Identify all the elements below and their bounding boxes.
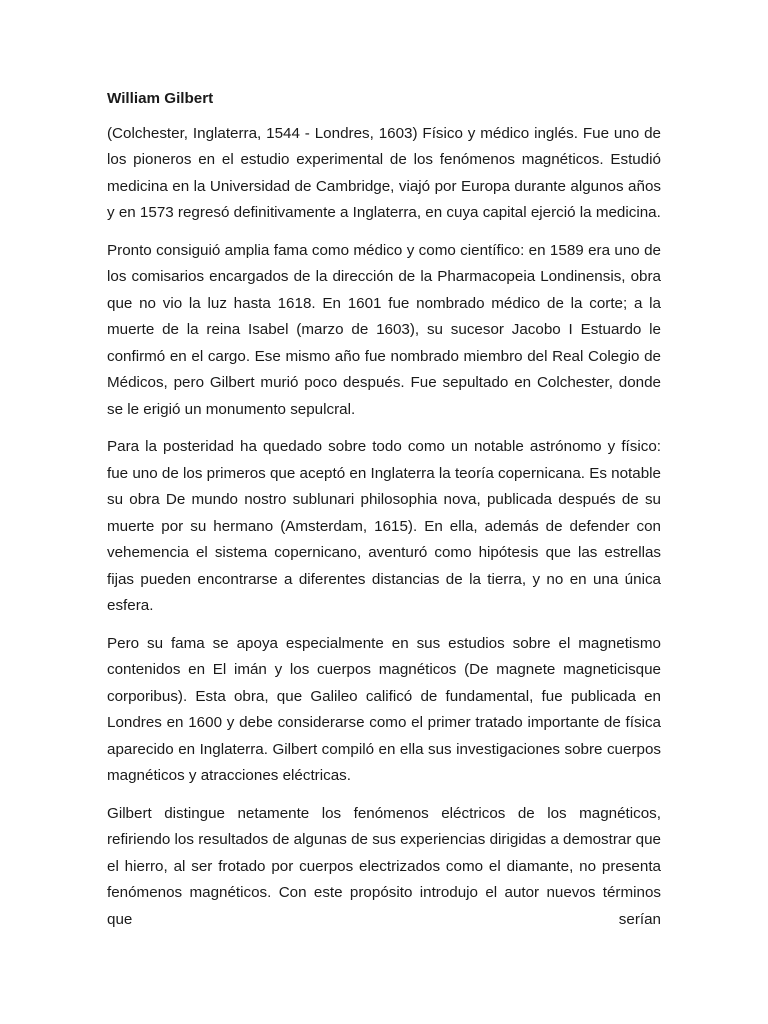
paragraph-electricity: Gilbert distingue netamente los fenómenos eléctricos de los magnéticos, refiriendo los resultados de algunas de sus experiencias dirigidas a demostrar que el hierro, al ser frotado por cuerpos electrizados como el diamante, no presenta fenómenos magnéticos. Con este propósito introdujo el autor nuevos términos que serían xyxy=(107,804,661,928)
paragraph-magnetism: Pero su fama se apoya especialmente en sus estudios sobre el magnetismo contenidos en El imán y los cuerpos magnéticos (De magnete magneticisque corporibus). Esta obra, que Galileo calificó de fundamental, fue publicada en Londres en 1600 y debe considerarse como el primer tratado importante de física aparecido en Inglaterra. Gilbert compiló en ella sus investigaciones sobre cuerpos magnéticos y atracciones eléctricas. xyxy=(107,634,661,784)
document-title: William Gilbert xyxy=(107,90,214,107)
paragraph-biography: (Colchester, Inglaterra, 1544 - Londres, 1603) Físico y médico inglés. Fue uno de los pioneros en el estudio experimental de los fenómenos magnéticos. Estudió medicina en la Universidad de Cambridge, viajó por Europa durante algunos años y en 1573 regresó definitivamente a Inglaterra, en cuya capital ejerció la medicina. xyxy=(107,124,661,221)
paragraph-astronomy: Para la posteridad ha quedado sobre todo como un notable astrónomo y físico: fue uno de los primeros que aceptó en Inglaterra la teoría copernicana. Es notable su obra De mundo nostro sublunari philosophia nova, publicada después de su muerte por su hermano (Amsterdam, 1615). En ella, además de defender con vehemencia el sistema copernicano, aventuró como hipótesis que las estrellas fijas pueden encontrarse a diferentes distancias de la tierra, y no en una única esfera. xyxy=(107,438,661,614)
document-body xyxy=(107,86,661,944)
paragraph-career: Pronto consiguió amplia fama como médico y como científico: en 1589 era uno de los comisarios encargados de la dirección de la Pharmacopeia Londinensis, obra que no vio la luz hasta 1618. En 1601 fue nombrado médico de la corte; a la muerte de la reina Isabel (marzo de 1603), su sucesor Jacobo I Estuardo le confirmó en el cargo. Ese mismo año fue nombrado miembro del Real Colegio de Médicos, pero Gilbert murió poco después. Fue sepultado en Colchester, donde se le erigió un monumento sepulcral. xyxy=(107,241,661,418)
